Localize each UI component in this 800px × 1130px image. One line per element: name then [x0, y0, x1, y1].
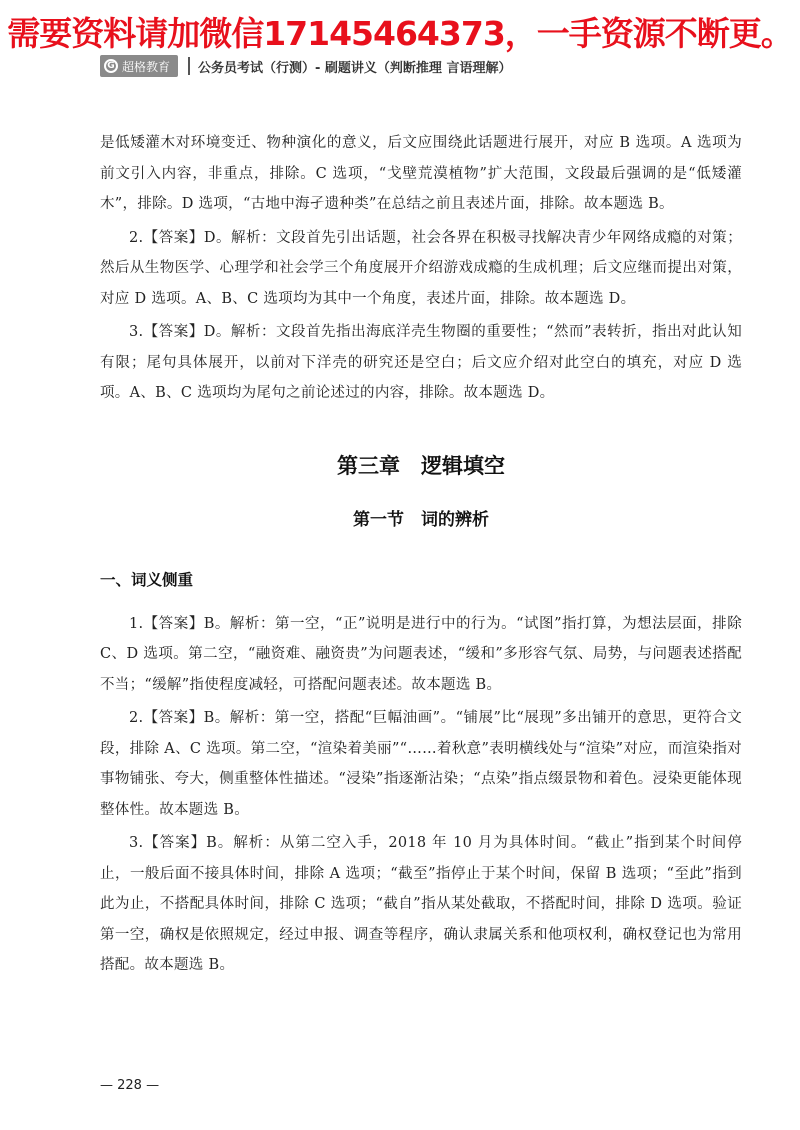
- header-divider: [188, 57, 190, 75]
- contact-banner: 需要资料请加微信17145464373，一手资源不断更。: [7, 14, 793, 53]
- subsection-title: 一、词义侧重: [100, 570, 194, 589]
- paragraph: 2.【答案】D。解析：文段首先引出话题，社会各界在积极寻找解决青少年网络成瘾的对策；然后从生物医学、心理学和社会学三个角度展开介绍游戏成瘾的生成机理；后文应继而提出对策，对应 D 选项。A、B、C 选项均为其中一个角度，表述片面，排除。故本题选 D。: [100, 229, 742, 307]
- page-header: [100, 54, 511, 78]
- page-content: [100, 128, 742, 981]
- logo-g-icon: G: [104, 59, 118, 73]
- paragraph: 3.【答案】D。解析：文段首先指出海底洋壳生物圈的重要性；“然而”表转折，指出对此认知有限；尾句具体展开，以前对下洋壳的研究还是空白；后文应介绍对此空白的填充，对应 D 选项。A、B、C 选项均为尾句之前论述过的内容，排除。故本题选 D。: [100, 324, 742, 401]
- logo-text: 超格教育: [122, 59, 171, 74]
- paragraph: 是低矮灌木对环境变迁、物种演化的意义，后文应围绕此话题进行展开，对应 B 选项。A 选项为前文引入内容，非重点，排除。C 选项，“戈壁荒漠植物”扩大范围，文段最后强调的是“低矮灌木”，排除。D 选项，“古地中海孑遗种类”在总结之前且表述片面，排除。故本题选 B。: [100, 135, 742, 212]
- header-title: 公务员考试（行测）- 刷题讲义（判断推理 言语理解）: [198, 60, 512, 76]
- chapter-title: 第三章 逻辑填空: [337, 453, 505, 478]
- paragraph: 2.【答案】B。解析：第一空，搭配“巨幅油画”。“铺展”比“展现”多出铺开的意思，更符合文段，排除 A、C 选项。第二空，“渲染着美丽”“……着秋意”表明横线处与“渲染”对应，而渲染指对事物铺张、夸大，侧重整体性描述。“浸染”指逐渐沾染；“点染”指点缀景物和着色。浸染更能体现整体性。故本题选 B。: [100, 710, 742, 818]
- paragraph: 3.【答案】B。解析：从第二空入手，2018 年 10 月为具体时间。“截止”指到某个时间停止，一般后面不接具体时间，排除 A 选项；“截至”指停止于某个时间，保留 B 选项；“至此”指到此为止，不搭配具体时间，排除 C 选项；“截自”指从某处截取，不搭配时间，排除 D 选项。验证第一空，确权是依照规定，经过申报、调查等程序，确认隶属关系和他项权利，确权登记也为常用搭配。故本题选 B。: [100, 835, 742, 973]
- paragraph: 1.【答案】B。解析：第一空，“正”说明是进行中的行为。“试图”指打算，为想法层面，排除 C、D 选项。第二空，“融资难、融资贵”为问题表述，“缓和”多形容气氛、局势，与问题表述搭配不当；“缓解”指使程度减轻，可搭配问题表述。故本题选 B。: [100, 615, 742, 693]
- publisher-logo: [100, 55, 178, 77]
- section-title: 第一节 词的辨析: [353, 509, 489, 530]
- page-number: — 228 —: [100, 1078, 160, 1093]
